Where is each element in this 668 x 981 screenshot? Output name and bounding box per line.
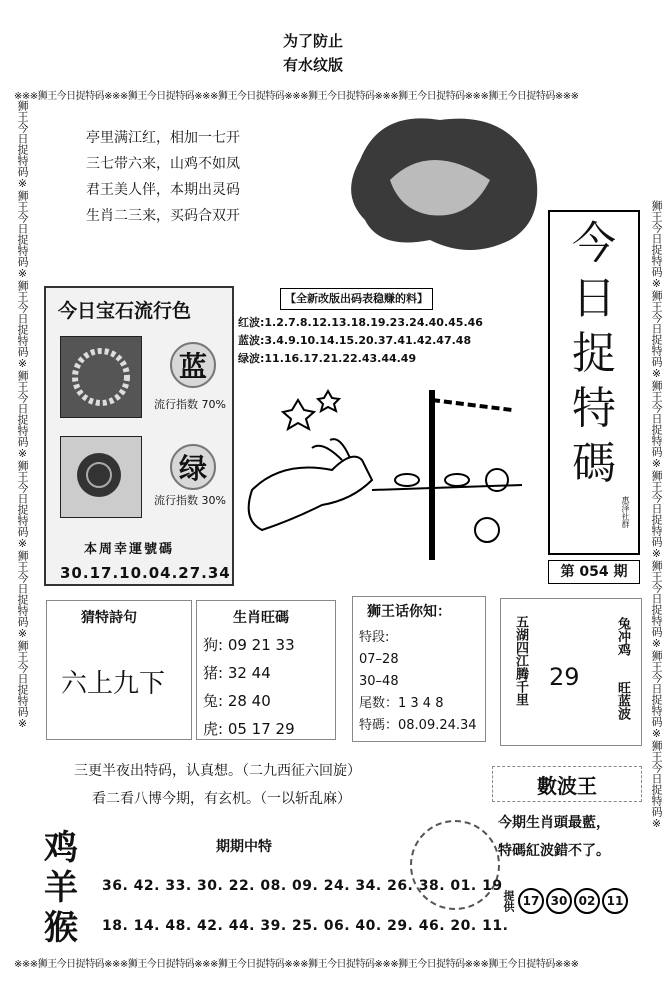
issue-number: 第 054 期: [548, 560, 640, 584]
gem-panel: [44, 286, 234, 586]
riddle-line-2: 看二看八博今期，有玄机。（一以斩乱麻）: [92, 791, 351, 807]
lion-box: [352, 596, 486, 742]
top-border-text: ※※※狮王今日捉特码※※※狮王今日捉特码※※※狮王今日捉特码※※※狮王今日捉特码※※※狮王今日捉特码※※※狮王今日捉特码※※※: [14, 91, 579, 102]
gem-title: 今日宝石流行色: [58, 300, 192, 322]
wave-king-line-2: 特碼紅波錯不了。: [498, 843, 610, 859]
gem-badge-blue: 蓝: [170, 342, 216, 388]
side-col-3: 旺蓝波: [615, 681, 630, 720]
wave-king-label: 提供: [502, 890, 515, 912]
gem-index-blue: 流行指数 70%: [154, 398, 226, 411]
right-border-text: 狮王今日捉特码※狮王今日捉特码※狮王今日捉特码※狮王今日捉特码※狮王今日捉特码※狮王今日捉特码※狮王今日捉特码※: [650, 200, 663, 830]
lion-row: 30–48: [359, 674, 399, 689]
top-note-line-2: 有水纹版: [283, 56, 344, 74]
mid-title: 期期中特: [216, 839, 272, 855]
side-number: 29: [549, 663, 580, 691]
lion-row: 07–28: [359, 652, 399, 667]
guess-box: [46, 600, 192, 740]
circle-number: 02: [574, 888, 600, 914]
brand-char: 碼: [572, 438, 616, 489]
circle-number: 11: [602, 888, 628, 914]
brand-char: 特: [572, 383, 616, 434]
brand-box: [548, 210, 640, 555]
bottom-border-text: ※※※狮王今日捉特码※※※狮王今日捉特码※※※狮王今日捉特码※※※狮王今日捉特码※※※狮王今日捉特码※※※狮王今日捉特码※※※: [14, 959, 579, 970]
wave-king-numbers: [502, 888, 630, 914]
brand-title: [550, 212, 638, 491]
left-border-text: 狮王今日捉特码※狮王今日捉特码※狮王今日捉特码※狮王今日捉特码※狮王今日捉特码※狮王今日捉特码※狮王今日捉特码※: [16, 100, 29, 730]
lion-mane-image: [320, 100, 550, 260]
wave-red: 红波:1.2.7.8.12.13.18.19.23.24.40.45.46: [238, 316, 483, 329]
guess-title: 猜特詩句: [81, 610, 137, 626]
zodiac-big-char: 羊: [44, 868, 78, 908]
lion-title: 狮王话你知：: [367, 604, 451, 620]
side-box: [500, 598, 642, 746]
poem-line: 三七带六来，山鸡不如凤: [86, 156, 240, 172]
lion-row: 尾数：1 3 4 8: [359, 696, 444, 711]
poem-line: 生肖二三来，买码合双开: [86, 208, 240, 224]
zodiac-row: 兔: 28 40: [203, 692, 271, 710]
zodiac-row: 狗: 09 21 33: [203, 636, 295, 654]
brand-char: 今: [572, 218, 616, 269]
zodiac-box: [196, 600, 336, 740]
circle-number: 30: [546, 888, 572, 914]
brand-sub: 惠泽社群: [621, 496, 630, 528]
wave-king-line-1: 今期生肖頭最藍，: [498, 815, 610, 831]
poem: [86, 125, 240, 229]
poem-line: 亭里满江红，相加一七开: [86, 130, 240, 146]
gem-index-green: 流行指数 30%: [154, 494, 226, 507]
lion-row: 特碼：08.09.24.34: [359, 718, 477, 733]
rabbit-illustration: [232, 380, 542, 580]
gem-bracelet-image: [60, 336, 142, 418]
lucky-title: 本周幸運號碼: [84, 542, 175, 557]
zodiac-big: [44, 828, 78, 948]
side-col-1: 五湖四江腾千里: [513, 615, 528, 706]
zodiac-big-char: 鸡: [44, 828, 78, 868]
wave-title: 【全新改版出码表稳赚的料】: [280, 288, 433, 310]
mid-row-1: 36. 42. 33. 30. 22. 08. 09. 24. 34. 26. 38. 01. 19: [102, 878, 503, 894]
zodiac-row: 猪: 32 44: [203, 664, 271, 682]
lion-row: 特段:: [359, 630, 390, 645]
wave-table: [238, 288, 538, 368]
gem-ring-image: [60, 436, 142, 518]
lion-list: [359, 627, 477, 737]
zodiac-big-char: 猴: [44, 908, 78, 948]
circle-number: 17: [518, 888, 544, 914]
zodiac-title: 生肖旺碼: [233, 610, 289, 626]
zodiac-row: 虎: 05 17 29: [203, 720, 295, 738]
brand-char: 捉: [572, 328, 616, 379]
wave-green: 绿波:11.16.17.21.22.43.44.49: [238, 352, 417, 365]
top-note-line-1: 为了防止: [283, 32, 344, 50]
brand-char: 日: [572, 273, 616, 324]
lucky-numbers: 30.17.10.04.27.34: [60, 564, 231, 582]
wave-king-title: 數波王: [492, 766, 642, 802]
zodiac-list: [203, 631, 295, 743]
poem-line: 君王美人伴，本期出灵码: [86, 182, 240, 198]
side-col-2: 兔冲鸡: [615, 617, 630, 656]
seal-stamp-icon: [410, 820, 500, 910]
guess-text: 六上九下: [61, 669, 166, 699]
gem-badge-green: 绿: [170, 444, 216, 490]
mid-row-2: 18. 14. 48. 42. 44. 39. 25. 06. 40. 29. 46. 20. 11.: [102, 918, 509, 934]
wave-blue: 蓝波:3.4.9.10.14.15.20.37.41.42.47.48: [238, 334, 472, 347]
riddle-line-1: 三更半夜出特码，认真想。（二九西征六回旋）: [74, 763, 361, 779]
